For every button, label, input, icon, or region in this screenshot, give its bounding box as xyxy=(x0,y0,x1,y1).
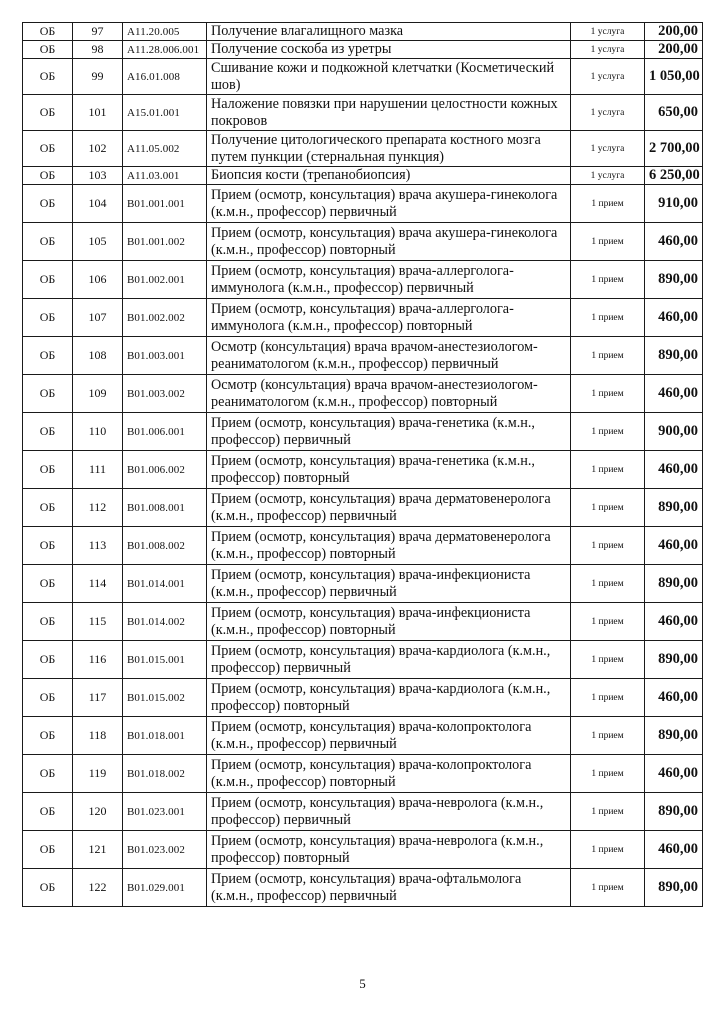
unit-cell: 1 прием xyxy=(571,527,645,565)
table-row xyxy=(23,375,703,413)
price-cell: 890,00 xyxy=(645,717,703,755)
table-row xyxy=(23,41,703,59)
table-row xyxy=(23,489,703,527)
row-number-cell: 110 xyxy=(73,413,123,451)
service-code-cell: А11.05.002 xyxy=(123,131,207,167)
unit-cell: 1 услуга xyxy=(571,59,645,95)
service-name-cell: Прием (осмотр, консультация) врача-кардиолога (к.м.н., профессор) первичный xyxy=(207,641,571,679)
unit-cell: 1 прием xyxy=(571,261,645,299)
unit-cell: 1 услуга xyxy=(571,167,645,185)
table-row xyxy=(23,95,703,131)
price-cell: 460,00 xyxy=(645,527,703,565)
row-number-cell: 106 xyxy=(73,261,123,299)
service-name-cell: Прием (осмотр, консультация) врача-генетика (к.м.н., профессор) первичный xyxy=(207,413,571,451)
price-cell: 890,00 xyxy=(645,793,703,831)
price-cell: 460,00 xyxy=(645,831,703,869)
section-cell: ОБ xyxy=(23,95,73,131)
section-cell: ОБ xyxy=(23,413,73,451)
row-number-cell: 118 xyxy=(73,717,123,755)
service-name-cell: Прием (осмотр, консультация) врача-инфекциониста (к.м.н., профессор) первичный xyxy=(207,565,571,603)
section-cell: ОБ xyxy=(23,261,73,299)
row-number-cell: 108 xyxy=(73,337,123,375)
price-cell: 890,00 xyxy=(645,337,703,375)
row-number-cell: 114 xyxy=(73,565,123,603)
service-name-cell: Получение цитологического препарата костного мозга путем пункции (стернальная пункция) xyxy=(207,131,571,167)
table-row xyxy=(23,299,703,337)
section-cell: ОБ xyxy=(23,23,73,41)
row-number-cell: 121 xyxy=(73,831,123,869)
service-name-cell: Получение влагалищного мазка xyxy=(207,23,571,41)
table-row xyxy=(23,793,703,831)
page-number: 5 xyxy=(359,976,366,991)
service-name-cell: Биопсия кости (трепанобиопсия) xyxy=(207,167,571,185)
service-code-cell: А11.28.006.001 xyxy=(123,41,207,59)
price-cell: 460,00 xyxy=(645,679,703,717)
service-name-cell: Прием (осмотр, консультация) врача-офтальмолога (к.м.н., профессор) первичный xyxy=(207,869,571,907)
service-name-cell: Прием (осмотр, консультация) врача-инфекциониста (к.м.н., профессор) повторный xyxy=(207,603,571,641)
unit-cell: 1 прием xyxy=(571,793,645,831)
service-name-cell: Прием (осмотр, консультация) врача-генетика (к.м.н., профессор) повторный xyxy=(207,451,571,489)
row-number-cell: 102 xyxy=(73,131,123,167)
section-cell: ОБ xyxy=(23,59,73,95)
unit-cell: 1 прием xyxy=(571,299,645,337)
price-cell: 200,00 xyxy=(645,41,703,59)
unit-cell: 1 услуга xyxy=(571,41,645,59)
service-name-cell: Прием (осмотр, консультация) врача-аллерголога-иммунолога (к.м.н., профессор) первичный xyxy=(207,261,571,299)
section-cell: ОБ xyxy=(23,717,73,755)
service-name-cell: Прием (осмотр, консультация) врача-невролога (к.м.н., профессор) первичный xyxy=(207,793,571,831)
service-code-cell: В01.014.001 xyxy=(123,565,207,603)
table-row xyxy=(23,451,703,489)
service-code-cell: В01.006.002 xyxy=(123,451,207,489)
price-cell: 200,00 xyxy=(645,23,703,41)
row-number-cell: 104 xyxy=(73,185,123,223)
service-name-cell: Сшивание кожи и подкожной клетчатки (Косметический шов) xyxy=(207,59,571,95)
row-number-cell: 98 xyxy=(73,41,123,59)
section-cell: ОБ xyxy=(23,793,73,831)
row-number-cell: 113 xyxy=(73,527,123,565)
section-cell: ОБ xyxy=(23,131,73,167)
section-cell: ОБ xyxy=(23,337,73,375)
price-cell: 900,00 xyxy=(645,413,703,451)
service-name-cell: Наложение повязки при нарушении целостности кожных покровов xyxy=(207,95,571,131)
price-cell: 910,00 xyxy=(645,185,703,223)
service-name-cell: Прием (осмотр, консультация) врача дерматовенеролога (к.м.н., профессор) повторный xyxy=(207,527,571,565)
price-cell: 890,00 xyxy=(645,641,703,679)
service-code-cell: А11.20.005 xyxy=(123,23,207,41)
service-code-cell: В01.018.002 xyxy=(123,755,207,793)
service-code-cell: В01.015.001 xyxy=(123,641,207,679)
service-name-cell: Прием (осмотр, консультация) врача акушера-гинеколога (к.м.н., профессор) первичный xyxy=(207,185,571,223)
section-cell: ОБ xyxy=(23,755,73,793)
table-row xyxy=(23,565,703,603)
service-name-cell: Осмотр (консультация) врача врачом-анестезиологом-реаниматологом (к.м.н., профессор) повторный xyxy=(207,375,571,413)
table-row xyxy=(23,337,703,375)
table-row xyxy=(23,261,703,299)
unit-cell: 1 услуга xyxy=(571,23,645,41)
row-number-cell: 101 xyxy=(73,95,123,131)
table-row xyxy=(23,603,703,641)
section-cell: ОБ xyxy=(23,223,73,261)
row-number-cell: 99 xyxy=(73,59,123,95)
section-cell: ОБ xyxy=(23,451,73,489)
unit-cell: 1 прием xyxy=(571,679,645,717)
price-cell: 2 700,00 xyxy=(645,131,703,167)
section-cell: ОБ xyxy=(23,869,73,907)
price-cell: 460,00 xyxy=(645,755,703,793)
service-name-cell: Прием (осмотр, консультация) врача-аллерголога-иммунолога (к.м.н., профессор) повторный xyxy=(207,299,571,337)
price-cell: 460,00 xyxy=(645,299,703,337)
table-row xyxy=(23,679,703,717)
service-name-cell: Прием (осмотр, консультация) врача-колопроктолога (к.м.н., профессор) первичный xyxy=(207,717,571,755)
unit-cell: 1 прием xyxy=(571,413,645,451)
price-cell: 460,00 xyxy=(645,223,703,261)
unit-cell: 1 прием xyxy=(571,755,645,793)
table-row xyxy=(23,167,703,185)
unit-cell: 1 прием xyxy=(571,185,645,223)
service-code-cell: В01.006.001 xyxy=(123,413,207,451)
row-number-cell: 122 xyxy=(73,869,123,907)
service-name-cell: Прием (осмотр, консультация) врача-невролога (к.м.н., профессор) повторный xyxy=(207,831,571,869)
service-code-cell: В01.018.001 xyxy=(123,717,207,755)
section-cell: ОБ xyxy=(23,679,73,717)
section-cell: ОБ xyxy=(23,299,73,337)
service-name-cell: Осмотр (консультация) врача врачом-анестезиологом-реаниматологом (к.м.н., профессор) первичный xyxy=(207,337,571,375)
row-number-cell: 97 xyxy=(73,23,123,41)
service-code-cell: В01.003.002 xyxy=(123,375,207,413)
service-code-cell: В01.008.001 xyxy=(123,489,207,527)
section-cell: ОБ xyxy=(23,167,73,185)
table-row xyxy=(23,641,703,679)
price-table xyxy=(22,22,703,907)
table-row xyxy=(23,527,703,565)
table-row xyxy=(23,413,703,451)
table-row xyxy=(23,23,703,41)
unit-cell: 1 прием xyxy=(571,869,645,907)
service-code-cell: В01.029.001 xyxy=(123,869,207,907)
section-cell: ОБ xyxy=(23,527,73,565)
unit-cell: 1 прием xyxy=(571,489,645,527)
row-number-cell: 117 xyxy=(73,679,123,717)
row-number-cell: 109 xyxy=(73,375,123,413)
table-row xyxy=(23,717,703,755)
service-code-cell: В01.015.002 xyxy=(123,679,207,717)
price-table-body xyxy=(23,23,703,907)
section-cell: ОБ xyxy=(23,831,73,869)
row-number-cell: 115 xyxy=(73,603,123,641)
service-code-cell: В01.014.002 xyxy=(123,603,207,641)
price-cell: 6 250,00 xyxy=(645,167,703,185)
row-number-cell: 103 xyxy=(73,167,123,185)
row-number-cell: 105 xyxy=(73,223,123,261)
price-cell: 650,00 xyxy=(645,95,703,131)
section-cell: ОБ xyxy=(23,489,73,527)
price-cell: 460,00 xyxy=(645,375,703,413)
service-code-cell: В01.023.002 xyxy=(123,831,207,869)
unit-cell: 1 услуга xyxy=(571,95,645,131)
section-cell: ОБ xyxy=(23,603,73,641)
table-row xyxy=(23,831,703,869)
table-row xyxy=(23,869,703,907)
service-code-cell: В01.002.001 xyxy=(123,261,207,299)
row-number-cell: 120 xyxy=(73,793,123,831)
price-cell: 1 050,00 xyxy=(645,59,703,95)
service-code-cell: В01.008.002 xyxy=(123,527,207,565)
row-number-cell: 119 xyxy=(73,755,123,793)
section-cell: ОБ xyxy=(23,565,73,603)
service-name-cell: Прием (осмотр, консультация) врача-колопроктолога (к.м.н., профессор) повторный xyxy=(207,755,571,793)
unit-cell: 1 прием xyxy=(571,831,645,869)
service-name-cell: Прием (осмотр, консультация) врача дерматовенеролога (к.м.н., профессор) первичный xyxy=(207,489,571,527)
price-cell: 890,00 xyxy=(645,869,703,907)
unit-cell: 1 прием xyxy=(571,451,645,489)
unit-cell: 1 услуга xyxy=(571,131,645,167)
table-row xyxy=(23,223,703,261)
service-name-cell: Получение соскоба из уретры xyxy=(207,41,571,59)
table-row xyxy=(23,755,703,793)
service-code-cell: А16.01.008 xyxy=(123,59,207,95)
price-cell: 460,00 xyxy=(645,603,703,641)
table-row xyxy=(23,131,703,167)
service-name-cell: Прием (осмотр, консультация) врача-кардиолога (к.м.н., профессор) повторный xyxy=(207,679,571,717)
service-code-cell: В01.001.002 xyxy=(123,223,207,261)
row-number-cell: 116 xyxy=(73,641,123,679)
section-cell: ОБ xyxy=(23,375,73,413)
price-cell: 460,00 xyxy=(645,451,703,489)
unit-cell: 1 прием xyxy=(571,717,645,755)
service-code-cell: В01.001.001 xyxy=(123,185,207,223)
unit-cell: 1 прием xyxy=(571,641,645,679)
row-number-cell: 111 xyxy=(73,451,123,489)
section-cell: ОБ xyxy=(23,185,73,223)
price-cell: 890,00 xyxy=(645,565,703,603)
service-name-cell: Прием (осмотр, консультация) врача акушера-гинеколога (к.м.н., профессор) повторный xyxy=(207,223,571,261)
row-number-cell: 112 xyxy=(73,489,123,527)
price-cell: 890,00 xyxy=(645,261,703,299)
unit-cell: 1 прием xyxy=(571,565,645,603)
unit-cell: 1 прием xyxy=(571,375,645,413)
unit-cell: 1 прием xyxy=(571,223,645,261)
price-cell: 890,00 xyxy=(645,489,703,527)
section-cell: ОБ xyxy=(23,641,73,679)
row-number-cell: 107 xyxy=(73,299,123,337)
price-list-sheet xyxy=(22,22,702,907)
service-code-cell: В01.023.001 xyxy=(123,793,207,831)
service-code-cell: А15.01.001 xyxy=(123,95,207,131)
unit-cell: 1 прием xyxy=(571,337,645,375)
unit-cell: 1 прием xyxy=(571,603,645,641)
service-code-cell: В01.003.001 xyxy=(123,337,207,375)
service-code-cell: В01.002.002 xyxy=(123,299,207,337)
table-row xyxy=(23,59,703,95)
section-cell: ОБ xyxy=(23,41,73,59)
service-code-cell: А11.03.001 xyxy=(123,167,207,185)
table-row xyxy=(23,185,703,223)
